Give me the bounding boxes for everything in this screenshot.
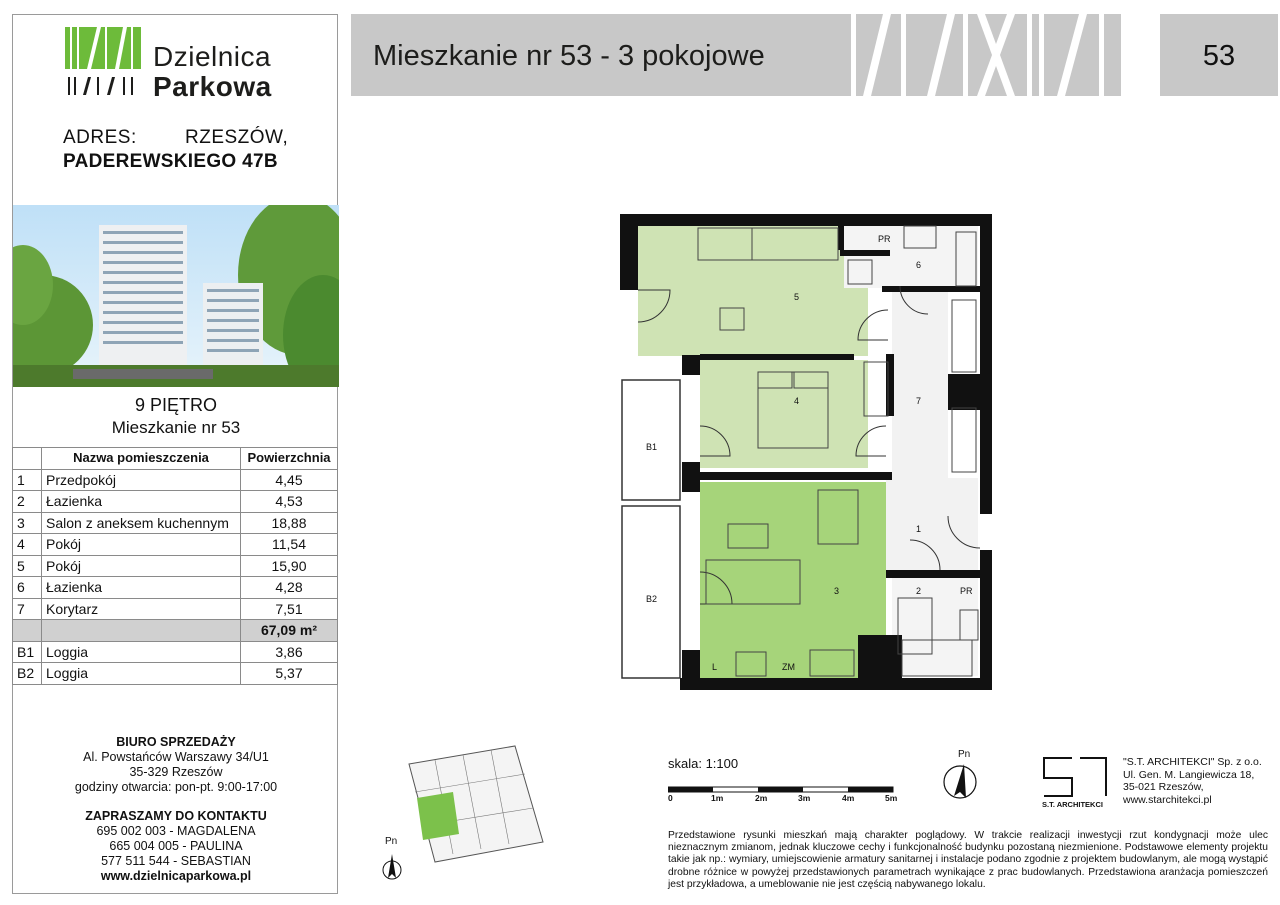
apartment-label: Mieszkanie nr 53	[111, 418, 241, 437]
scale-tick: 0	[668, 793, 673, 803]
loggia-number: B1	[13, 641, 42, 663]
room-name: Łazienka	[42, 577, 241, 599]
address-street: PADEREWSKIEGO 47B	[63, 151, 278, 172]
table-row	[13, 534, 338, 556]
loggia-b1-label: B1	[646, 442, 658, 452]
info-panel	[12, 14, 338, 894]
room-area: 4,45	[241, 469, 338, 491]
pr-label: PR	[960, 586, 973, 596]
room-number: 5	[13, 555, 42, 577]
table-row	[13, 491, 338, 513]
table-row	[13, 598, 338, 620]
room-name: Pokój	[42, 534, 241, 556]
table-header: Powierzchnia	[241, 448, 338, 470]
table-row	[13, 577, 338, 599]
table-row	[13, 663, 338, 685]
logo-icon	[65, 27, 141, 97]
title-bar	[351, 14, 1121, 96]
table-row	[13, 555, 338, 577]
room-area: 15,90	[241, 555, 338, 577]
contact-title: ZAPRASZAMY DO KONTAKTU	[85, 809, 267, 823]
decorative-stripes-icon	[847, 14, 1121, 96]
architect-logo-icon	[1042, 756, 1110, 798]
sales-office-address: Al. Powstańców Warszawy 34/U1	[83, 750, 269, 764]
room-5-area	[638, 226, 868, 356]
room-1-label: 1	[916, 524, 922, 534]
table-header: Nazwa pomieszczenia	[42, 448, 241, 470]
room-area: 4,53	[241, 491, 338, 513]
room-area: 11,54	[241, 534, 338, 556]
room-1-area	[886, 478, 978, 574]
room-6-area	[844, 226, 978, 288]
scale-tick: 5m	[885, 793, 898, 803]
brand-name-line1: Dzielnica	[153, 41, 272, 72]
loggia-name: Loggia	[42, 663, 241, 685]
floor-label: 9 PIĘTRO	[134, 395, 218, 415]
zm-label: ZM	[782, 662, 795, 672]
address-label: ADRES:	[63, 127, 137, 148]
north-label: Pn	[958, 749, 971, 760]
room-4-area	[700, 360, 868, 468]
total-row	[13, 620, 338, 642]
scale-ticks	[668, 793, 908, 805]
architect-line: "S.T. ARCHITEKCI" Sp. z o.o.	[1123, 756, 1262, 768]
room-number: 3	[13, 512, 42, 534]
architect-line: 35-021 Rzeszów,	[1123, 781, 1204, 793]
sales-office-city: 35-329 Rzeszów	[129, 765, 223, 779]
rooms-table	[12, 447, 338, 685]
sales-office-hours: godziny otwarcia: pon-pt. 9:00-17:00	[74, 780, 278, 794]
room-area: 4,28	[241, 577, 338, 599]
loggia-number: B2	[13, 663, 42, 685]
room-name: Salon z aneksem kuchennym	[42, 512, 241, 534]
apartment-number: 53	[1202, 40, 1236, 72]
room-6-label: 6	[916, 260, 922, 270]
floor-plan	[610, 210, 1000, 695]
scale-tick: 4m	[842, 793, 855, 803]
page-title: Mieszkanie nr 53 - 3 pokojowe	[373, 40, 765, 72]
loggia-b2-label: B2	[646, 594, 658, 604]
room-number: 7	[13, 598, 42, 620]
pr-label: PR	[878, 234, 891, 244]
table-header	[13, 448, 42, 470]
l-label: L	[712, 662, 718, 672]
key-plan	[405, 742, 547, 866]
architect-website[interactable]: www.starchitekci.pl	[1123, 793, 1212, 806]
contact-phone: 577 511 544 - SEBASTIAN	[101, 854, 251, 868]
scale-tick: 3m	[798, 793, 811, 803]
number-bar	[1160, 14, 1278, 96]
room-number: 4	[13, 534, 42, 556]
room-name: Łazienka	[42, 491, 241, 513]
architect-line: Ul. Gen. M. Langiewicza 18,	[1123, 768, 1255, 781]
room-name: Korytarz	[42, 598, 241, 620]
sales-office-title: BIURO SPRZEDAŻY	[116, 735, 236, 749]
room-4-label: 4	[794, 396, 800, 406]
north-arrow-icon	[382, 850, 402, 884]
loggia-area: 3,86	[241, 641, 338, 663]
room-2-label: 2	[916, 586, 922, 596]
address-city: RZESZÓW,	[185, 127, 289, 148]
room-number: 1	[13, 469, 42, 491]
brand-name-line2: Parkowa	[153, 71, 272, 102]
north-label: Pn	[385, 836, 398, 847]
table-row	[13, 469, 338, 491]
room-7-area	[892, 292, 948, 482]
room-name: Przedpokój	[42, 469, 241, 491]
room-7-label: 7	[916, 396, 922, 406]
loggia-b1	[622, 380, 680, 500]
disclaimer-text: Przedstawione rysunki mieszkań mają charakter poglądowy. W trakcie realizacji inwestycji rzut kondygnacji może ulec nieznacznym zmianom, jednak kluczowe cechy i funkcjonalność budynku pozostaną niezmienione. Podstawowe elementy projektu takie jak np.: wymiary, umiejscowienie armatury sanitarnej i instalacje podano zgodnie z projektem budowlanym, ale mogą wystąpić drobne różnice w powyżej przedstawionych parametrach wynikające z prac budowlanych. Przedstawiona aranżacja pomieszczeń jest przykładowa, a umeblowanie nie jest częścią nabywanego lokalu.	[668, 830, 1268, 890]
room-area: 7,51	[241, 598, 338, 620]
architect-caption: S.T. ARCHITEKCI	[1042, 800, 1103, 809]
website-link[interactable]: www.dzielnicaparkowa.pl	[100, 869, 252, 883]
room-number: 2	[13, 491, 42, 513]
apartment-location-marker	[417, 792, 459, 840]
loggia-area: 5,37	[241, 663, 338, 685]
scale-tick: 2m	[755, 793, 768, 803]
table-row	[13, 641, 338, 663]
loggia-b2	[622, 506, 680, 678]
architect-info	[1123, 756, 1262, 806]
building-photo	[13, 205, 339, 387]
room-number: 6	[13, 577, 42, 599]
contact-phone: 695 002 003 - MAGDALENA	[96, 824, 256, 838]
scale-tick: 1m	[711, 793, 724, 803]
table-header-row	[13, 448, 338, 470]
loggia-name: Loggia	[42, 641, 241, 663]
contact-phone: 665 004 005 - PAULINA	[109, 839, 243, 853]
total-area: 67,09 m²	[241, 620, 338, 642]
contact-block	[13, 809, 339, 884]
sales-office	[13, 735, 339, 795]
room-3-label: 3	[834, 586, 840, 596]
table-row	[13, 512, 338, 534]
room-name: Pokój	[42, 555, 241, 577]
room-5-label: 5	[794, 292, 800, 302]
scale-label: skala: 1:100	[668, 756, 739, 771]
room-area: 18,88	[241, 512, 338, 534]
north-compass-icon	[940, 762, 980, 802]
